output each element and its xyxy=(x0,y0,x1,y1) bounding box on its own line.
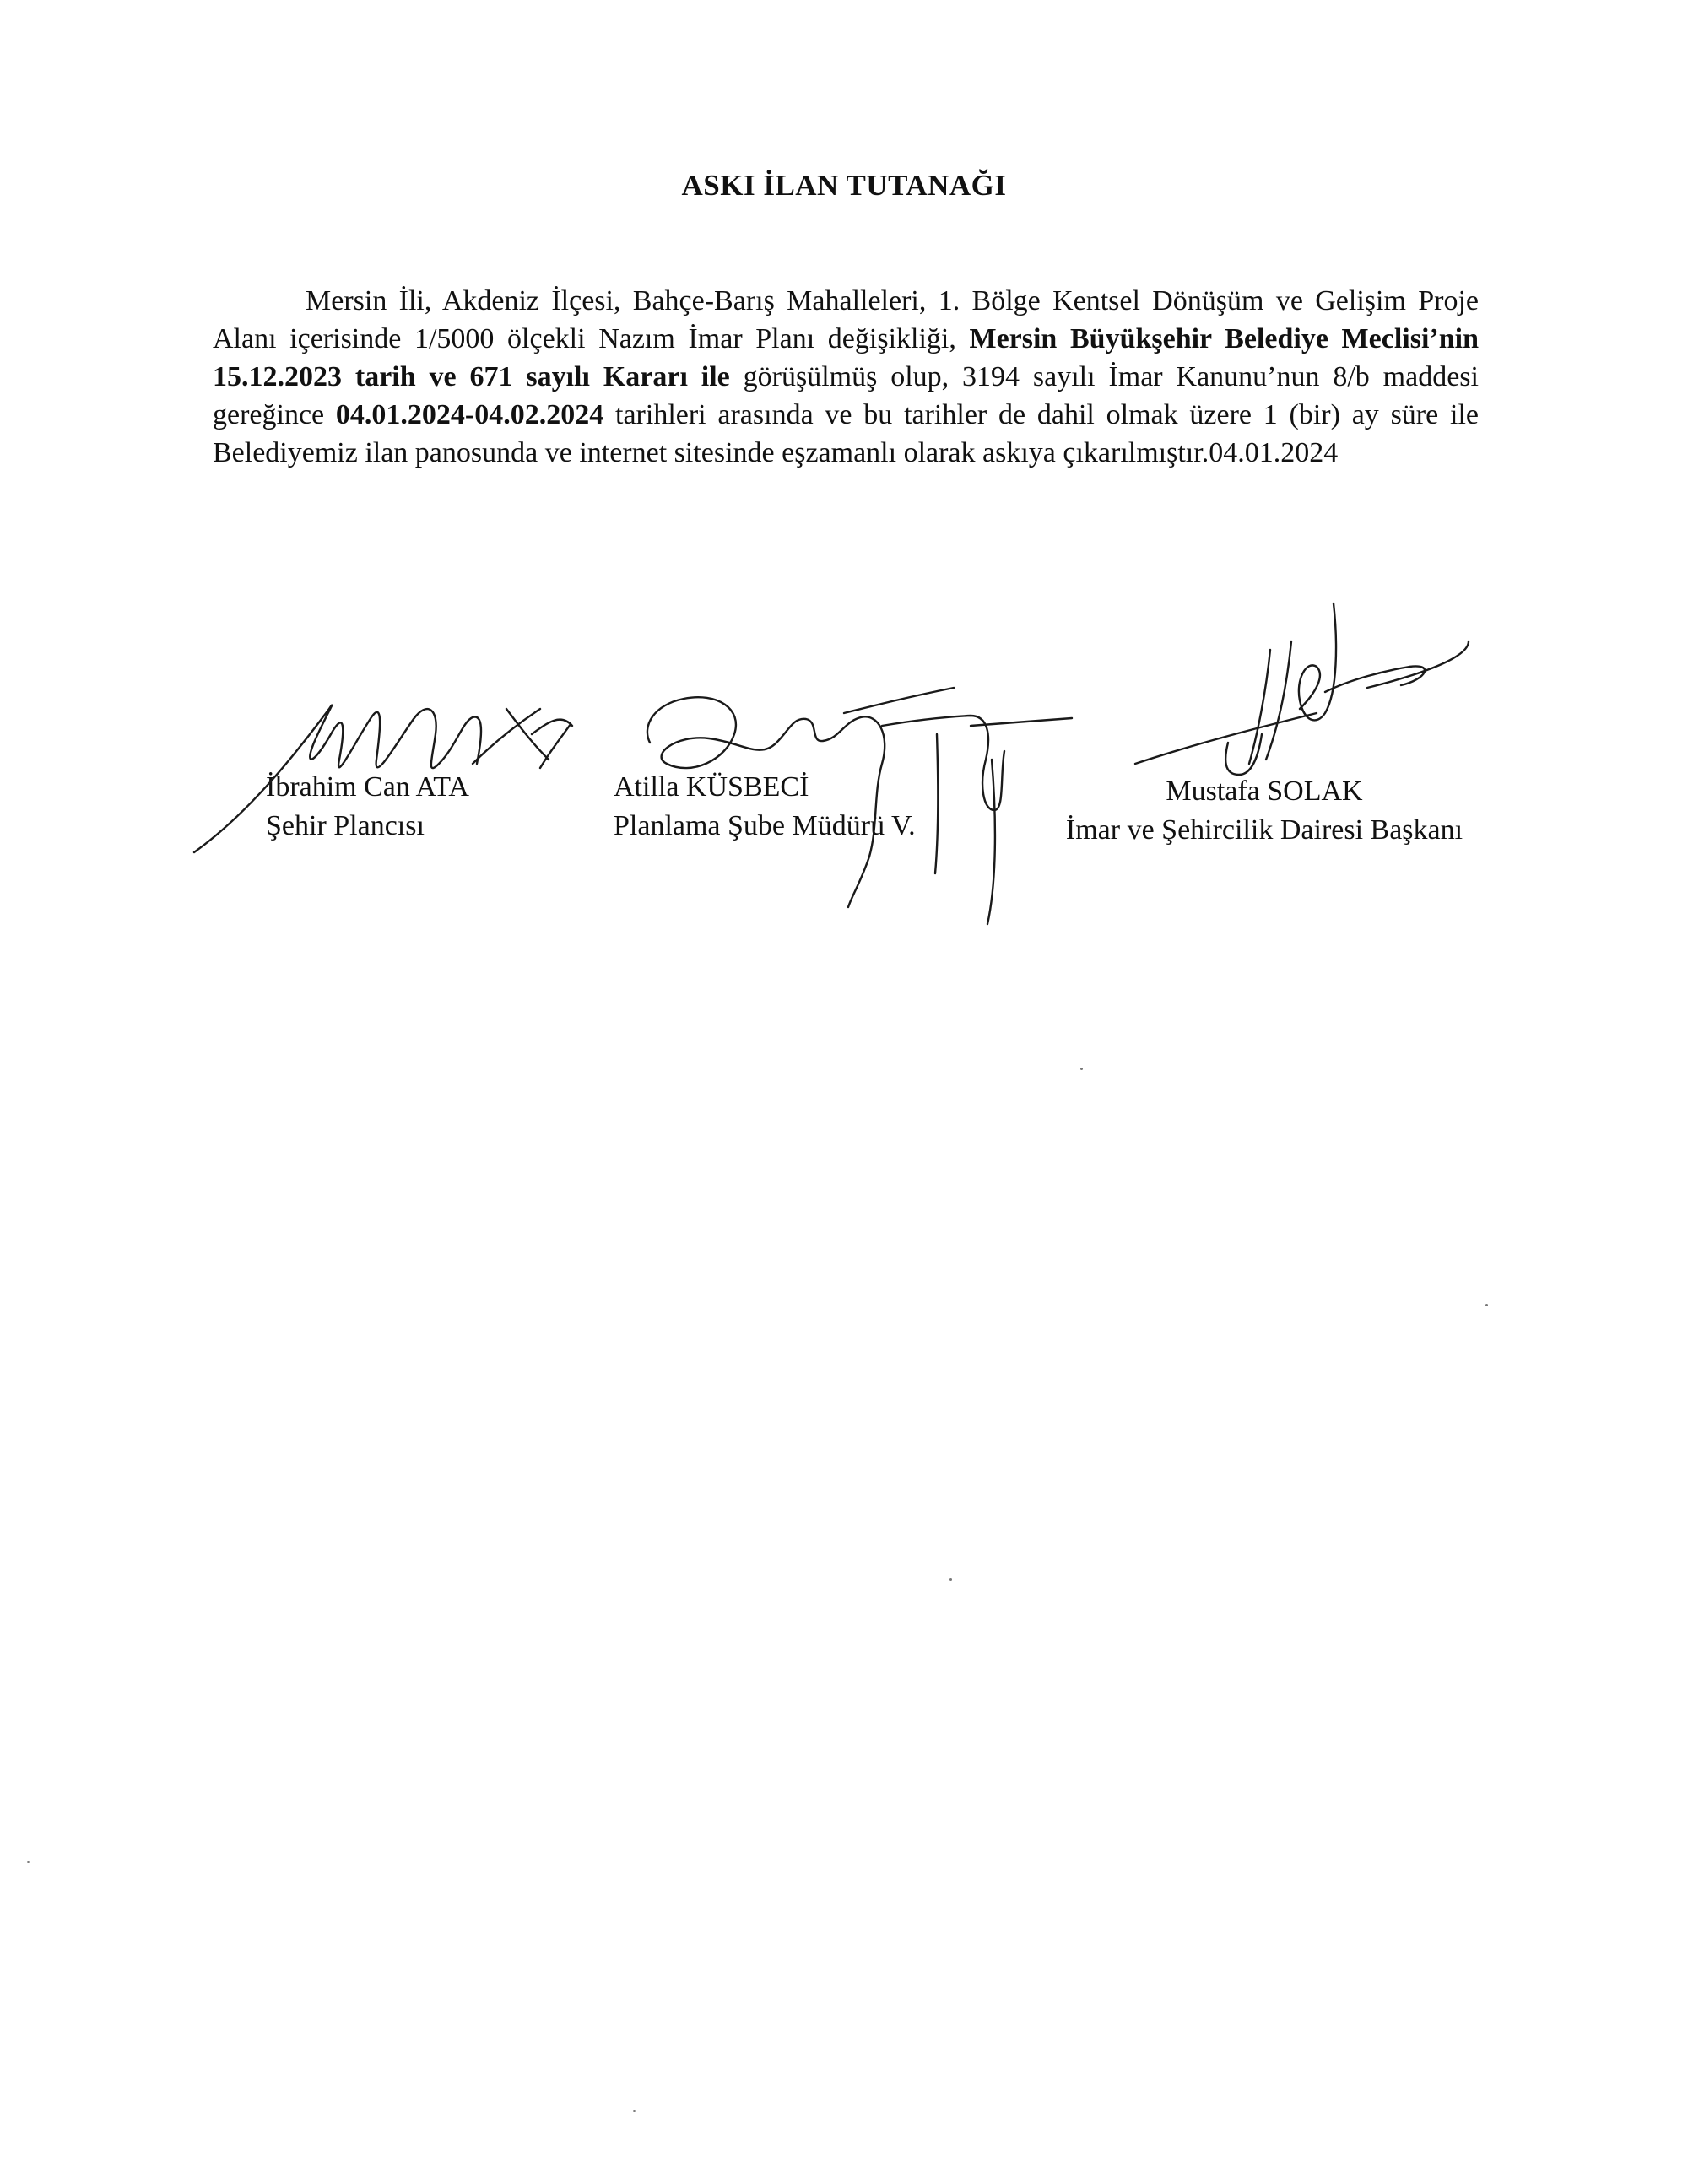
paragraph-bold-1: Mersin Büyükşehir Belediye Meclisi’nin 15.12.2023 tarih ve 671 sayılı Kararı ile xyxy=(213,323,1479,392)
paragraph-text-3: tarihleri arasında ve bu tarihler de dahil olmak üzere 1 (bir) ay süre ile Belediyemiz ilan panosunda ve internet sitesinde eşzamanlı olarak askıya çıkarılmıştır.04.01.2024 xyxy=(213,399,1479,468)
signatory-1-name: İbrahim Can ATA xyxy=(266,771,469,803)
scan-speck xyxy=(950,1578,952,1581)
paragraph-text-2: görüşülmüş olup, 3194 sayılı İmar Kanunu’nun 8/b maddesi gereğince xyxy=(213,361,1479,430)
document-title: ASKI İLAN TUTANAĞI xyxy=(681,169,1007,202)
document-paragraph xyxy=(213,282,1479,472)
signature-3-mark xyxy=(1135,603,1469,775)
signatory-2-role: Planlama Şube Müdürü V. xyxy=(614,810,916,841)
scan-speck xyxy=(1485,1304,1488,1306)
scan-speck xyxy=(27,1861,30,1863)
signatory-3 xyxy=(1041,772,1488,850)
signatory-3-role: İmar ve Şehircilik Dairesi Başkanı xyxy=(1065,814,1463,846)
scan-speck xyxy=(1080,1068,1083,1070)
paragraph-bold-2: 04.01.2024-04.02.2024 xyxy=(335,399,604,430)
signatory-2 xyxy=(614,768,916,846)
paragraph-text-1: Mersin İli, Akdeniz İlçesi, Bahçe-Barış Mahalleleri, 1. Bölge Kentsel Dönüşüm ve Gelişim Proje Alanı içerisinde 1/5000 ölçekli Nazım İmar Planı değişikliği, xyxy=(213,285,1479,354)
signatory-2-name: Atilla KÜSBECİ xyxy=(614,771,809,803)
handwritten-signatures xyxy=(0,0,1688,1013)
signatory-3-name: Mustafa SOLAK xyxy=(1166,776,1363,807)
scan-speck xyxy=(633,2110,636,2112)
signatory-1 xyxy=(266,768,469,846)
signatory-1-role: Şehir Plancısı xyxy=(266,810,425,841)
